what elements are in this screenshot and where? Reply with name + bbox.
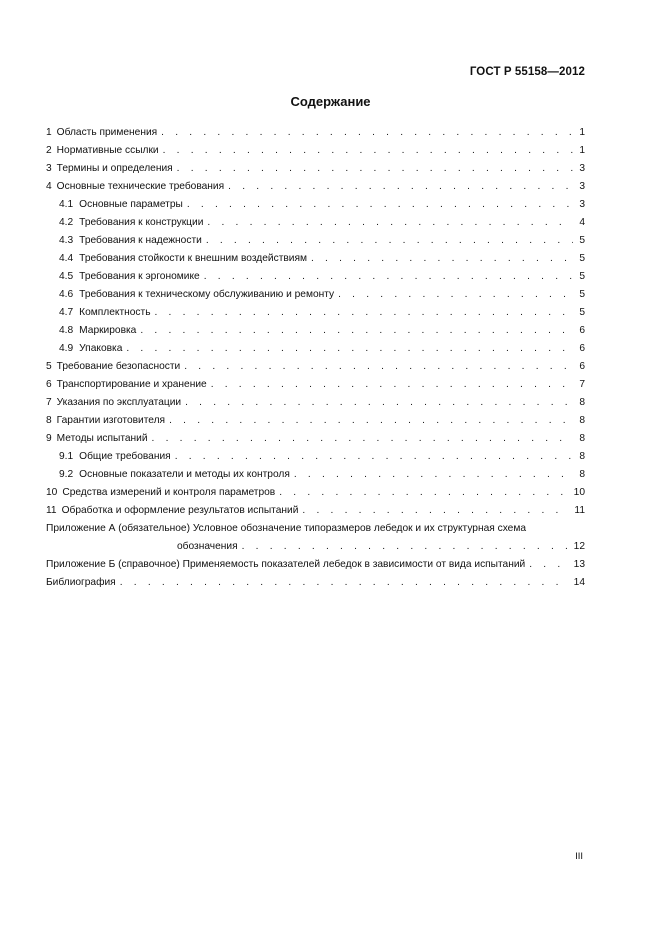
leader-dots xyxy=(155,304,574,322)
toc-entry-page: 4 xyxy=(579,217,585,228)
leader-dots xyxy=(207,214,573,232)
toc-appendix-a[interactable] xyxy=(46,538,585,556)
toc-entry-page: 3 xyxy=(579,199,585,210)
leader-dots xyxy=(204,268,573,286)
toc-entry-label: Требование безопасности xyxy=(56,361,181,372)
leader-dots xyxy=(120,574,570,592)
toc-entry-1[interactable] xyxy=(46,124,585,142)
toc-entry-label: обозначения xyxy=(177,541,238,552)
toc-entry-page: 5 xyxy=(579,235,585,246)
toc-entry-label: Средства измерений и контроля параметров xyxy=(62,487,276,498)
leader-dots xyxy=(169,412,573,430)
toc-entry-page: 5 xyxy=(579,307,585,318)
toc-entry-label: Требования к эргономике xyxy=(79,271,200,282)
toc-entry-4-9[interactable] xyxy=(46,340,585,358)
toc-entry-page: 1 xyxy=(579,127,585,138)
toc-entry-number: 2 xyxy=(46,145,52,156)
leader-dots xyxy=(211,376,573,394)
toc-entry-number: 1 xyxy=(46,127,52,138)
toc-entry-8[interactable] xyxy=(46,412,585,430)
toc-entry-number: 4.9 xyxy=(59,343,74,354)
toc-entry-4-1[interactable] xyxy=(46,196,585,214)
leader-dots xyxy=(152,430,573,448)
toc-entry-page: 11 xyxy=(574,505,585,516)
toc-entry-page: 8 xyxy=(579,469,585,480)
leader-dots xyxy=(140,322,573,340)
toc-appendix-a-heading[interactable] xyxy=(46,520,585,538)
toc-entry-label: Нормативные ссылки xyxy=(56,145,159,156)
leader-dots xyxy=(161,124,573,142)
leader-dots xyxy=(279,484,569,502)
leader-dots xyxy=(184,358,573,376)
toc-entry-number: 4.3 xyxy=(59,235,74,246)
toc-entry-page: 5 xyxy=(579,271,585,282)
leader-dots xyxy=(187,196,573,214)
toc-entry-page: 8 xyxy=(579,451,585,462)
toc-entry-9-2[interactable] xyxy=(46,466,585,484)
toc-entry-4[interactable] xyxy=(46,178,585,196)
toc-entry-number: 11 xyxy=(46,505,57,516)
toc-entry-page: 7 xyxy=(579,379,585,390)
leader-dots xyxy=(242,538,570,556)
toc-entry-number: 3 xyxy=(46,163,52,174)
toc-entry-page: 1 xyxy=(579,145,585,156)
toc-entry-4-2[interactable] xyxy=(46,214,585,232)
toc-entry-page: 6 xyxy=(579,361,585,372)
toc-entry-number: 8 xyxy=(46,415,52,426)
toc-entry-label: Термины и определения xyxy=(56,163,173,174)
toc-entry-label: Основные технические требования xyxy=(56,181,225,192)
toc-entry-9[interactable] xyxy=(46,430,585,448)
toc-entry-label: Упаковка xyxy=(79,343,123,354)
page-number: III xyxy=(575,851,583,862)
toc-entry-4-4[interactable] xyxy=(46,250,585,268)
toc-entry-label: Основные параметры xyxy=(79,199,183,210)
toc-entry-number: 4 xyxy=(46,181,52,192)
toc-entry-page: 6 xyxy=(579,325,585,336)
toc-entry-page: 8 xyxy=(579,397,585,408)
toc-entry-page: 5 xyxy=(579,289,585,300)
leader-dots xyxy=(175,448,573,466)
toc-entry-number: 9.1 xyxy=(59,451,74,462)
toc-entry-4-7[interactable] xyxy=(46,304,585,322)
toc-bibliography[interactable] xyxy=(46,574,585,592)
leader-dots xyxy=(177,160,573,178)
toc-entry-6[interactable] xyxy=(46,376,585,394)
toc-entry-label: Приложение Б (справочное) Применяемость показателей лебедок в зависимости от вида испытаний xyxy=(46,559,526,570)
toc-entry-label: Требования к конструкции xyxy=(79,217,204,228)
toc-entry-label: Маркировка xyxy=(79,325,137,336)
toc-entry-4-5[interactable] xyxy=(46,268,585,286)
toc-entry-label: Требования к техническому обслуживанию и ремонту xyxy=(79,289,335,300)
toc-entry-page: 10 xyxy=(573,487,585,498)
toc-entry-number: 4.4 xyxy=(59,253,74,264)
toc-entry-4-3[interactable] xyxy=(46,232,585,250)
toc-entry-label: Комплектность xyxy=(79,307,151,318)
toc-entry-number: 7 xyxy=(46,397,52,408)
toc-entry-number: 5 xyxy=(46,361,52,372)
toc-entry-label: Область применения xyxy=(56,127,158,138)
toc-entry-number: 9 xyxy=(46,433,52,444)
toc-entry-page: 13 xyxy=(573,559,585,570)
table-of-contents xyxy=(46,124,585,592)
toc-entry-label: Требования стойкости к внешним воздействиям xyxy=(79,253,307,264)
toc-entry-label: Общие требования xyxy=(79,451,171,462)
leader-dots xyxy=(185,394,573,412)
toc-entry-label: Гарантии изготовителя xyxy=(56,415,166,426)
toc-entry-page: 12 xyxy=(573,541,585,552)
toc-appendix-b[interactable] xyxy=(46,556,585,574)
toc-entry-10[interactable] xyxy=(46,484,585,502)
toc-title: Содержание xyxy=(290,94,371,109)
toc-entry-number: 4.8 xyxy=(59,325,74,336)
toc-entry-4-6[interactable] xyxy=(46,286,585,304)
toc-entry-2[interactable] xyxy=(46,142,585,160)
leader-dots xyxy=(294,466,573,484)
toc-entry-number: 10 xyxy=(46,487,58,498)
document-code: ГОСТ Р 55158—2012 xyxy=(469,66,585,78)
toc-entry-label: Требования к надежности xyxy=(79,235,202,246)
leader-dots xyxy=(228,178,573,196)
leader-dots xyxy=(529,556,569,574)
toc-entry-number: 6 xyxy=(46,379,52,390)
toc-entry-number: 9.2 xyxy=(59,469,74,480)
toc-entry-number: 4.1 xyxy=(59,199,74,210)
toc-entry-number: 4.6 xyxy=(59,289,74,300)
toc-entry-page: 3 xyxy=(579,181,585,192)
toc-entry-label: Приложение А (обязательное) Условное обозначение типоразмеров лебедок и их структурная схема xyxy=(46,523,527,534)
toc-entry-page: 14 xyxy=(573,577,585,588)
toc-entry-number: 4.7 xyxy=(59,307,74,318)
toc-entry-label: Методы испытаний xyxy=(56,433,148,444)
toc-entry-label: Обработка и оформление результатов испытаний xyxy=(61,505,299,516)
toc-entry-label: Библиография xyxy=(46,577,116,588)
leader-dots xyxy=(206,232,573,250)
toc-entry-11[interactable] xyxy=(46,502,585,520)
leader-dots xyxy=(302,502,570,520)
toc-entry-page: 8 xyxy=(579,433,585,444)
toc-entry-3[interactable] xyxy=(46,160,585,178)
leader-dots xyxy=(163,142,573,160)
toc-entry-9-1[interactable] xyxy=(46,448,585,466)
toc-entry-number: 4.2 xyxy=(59,217,74,228)
toc-entry-label: Транспортирование и хранение xyxy=(56,379,207,390)
toc-entry-label: Указания по эксплуатации xyxy=(56,397,182,408)
toc-entry-7[interactable] xyxy=(46,394,585,412)
toc-entry-number: 4.5 xyxy=(59,271,74,282)
toc-entry-page: 6 xyxy=(579,343,585,354)
toc-entry-page: 3 xyxy=(579,163,585,174)
leader-dots xyxy=(126,340,573,358)
toc-entry-label: Основные показатели и методы их контроля xyxy=(79,469,290,480)
toc-entry-page: 8 xyxy=(579,415,585,426)
toc-entry-page: 5 xyxy=(579,253,585,264)
toc-entry-4-8[interactable] xyxy=(46,322,585,340)
leader-dots xyxy=(338,286,573,304)
toc-entry-5[interactable] xyxy=(46,358,585,376)
leader-dots xyxy=(311,250,573,268)
